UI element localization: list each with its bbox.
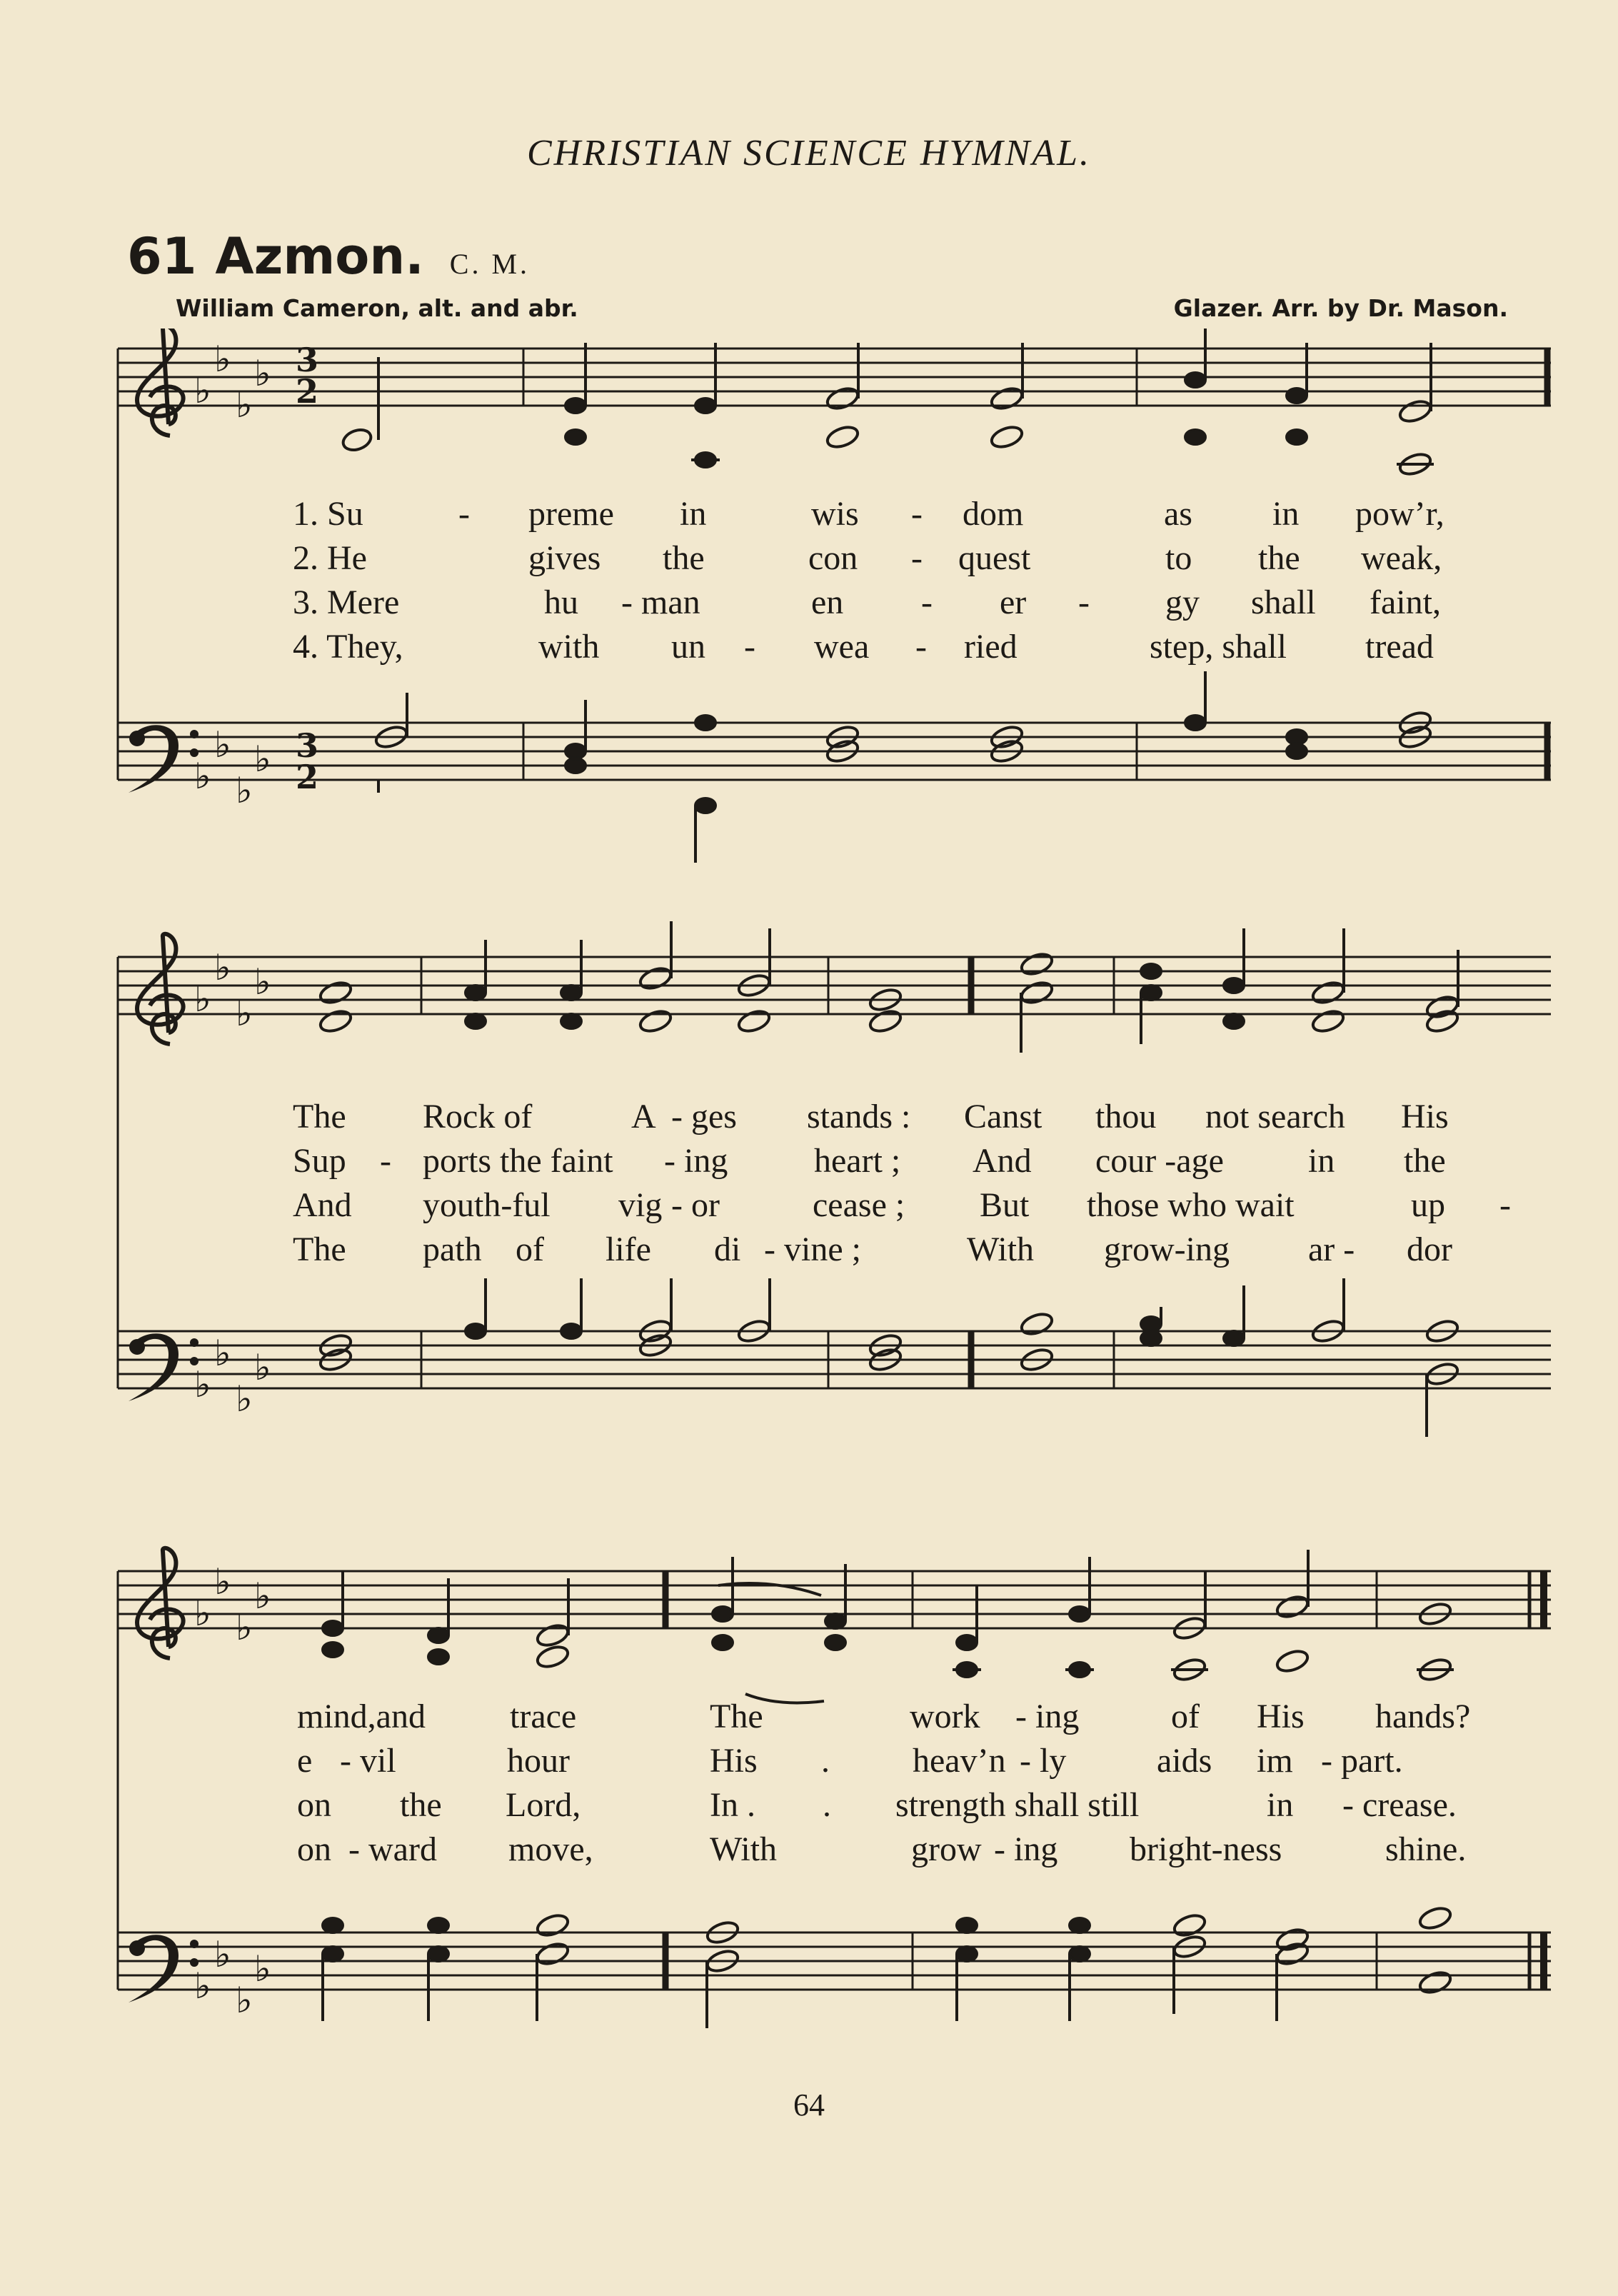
svg-text:♭: ♭ [194,978,211,1020]
verse-2-line-1: 2. He gives the con - quest to the weak, [293,539,1442,577]
svg-text:♭: ♭ [236,384,253,426]
time-sig-top: 3 [296,341,319,379]
verse-1-line-3: mind,and trace The work - ing of His hands? [297,1698,1471,1735]
svg-text:♭: ♭ [236,1980,253,2021]
svg-text:♭: ♭ [254,1948,271,1990]
verse-3-line-2: And youth-ful vig - or cease ; But those who wait up - [293,1186,1511,1224]
time-sig-bottom: 2 [296,372,319,411]
svg-text:♭: ♭ [254,353,271,394]
verse-4-line-1: 4. They, with un - wea - ried step, shall tread [293,628,1434,666]
hymn-meter: C. M. [449,248,531,280]
svg-text:♭: ♭ [194,756,211,797]
svg-text:♭: ♭ [214,1561,231,1603]
verse-4-line-3: on - ward move, With grow - ing bright-ness shine. [297,1830,1467,1868]
svg-text:♭: ♭ [214,339,231,380]
music-system-2 [0,921,1618,1478]
time-sig-top-bass: 3 [296,726,319,765]
svg-text:♭: ♭ [194,1364,211,1405]
verse-2-line-2: Sup - ports the faint - ing heart ; And cour -age in the [293,1142,1446,1180]
music-credit: Glazer. Arr. by Dr. Mason. [1173,294,1508,322]
svg-text:♭: ♭ [254,738,271,780]
music-system-3 [0,1535,1618,2078]
svg-text:♭: ♭ [194,370,211,411]
svg-text:♭: ♭ [254,1575,271,1617]
svg-text:♭: ♭ [236,1378,253,1420]
time-sig-bottom-bass: 2 [296,758,319,796]
svg-text:♭: ♭ [236,1607,253,1648]
svg-text:♭: ♭ [254,961,271,1003]
svg-text:♭: ♭ [236,770,253,811]
verse-3-line-1: 3. Mere hu - man en - er - gy shall faint, [293,583,1441,621]
verse-4-line-2: The path of life di - vine ; With grow-ing ar - dor [293,1230,1452,1268]
verse-3-line-3: on the Lord, In . . strength shall still in - crease. [297,1786,1457,1824]
hymn-number: 61 [127,227,197,286]
system-2-staves [0,921,1618,1478]
svg-text:♭: ♭ [214,947,231,988]
svg-text:♭: ♭ [214,1934,231,1975]
svg-text:♭: ♭ [214,1333,231,1374]
page-number: 64 [793,2087,825,2122]
svg-text:♭: ♭ [254,1347,271,1388]
svg-text:♭: ♭ [214,724,231,766]
verse-1-line-1: 1. Su - preme in wis - dom as in pow’r, [293,495,1444,533]
running-head: CHRISTIAN SCIENCE HYMNAL. [526,133,1092,174]
music-system-1 [0,329,1618,886]
verse-2-line-3: e - vil hour His . heav’n - ly aids im - part. [297,1742,1403,1780]
svg-text:♭: ♭ [194,1593,211,1634]
verse-1-line-2: The Rock of A - ges stands : Canst thou not search His [293,1098,1449,1136]
words-credit: William Cameron, alt. and abr. [176,294,578,322]
svg-text:♭: ♭ [236,993,253,1034]
svg-text:♭: ♭ [194,1965,211,2007]
hymn-title: Azmon. [215,227,424,286]
hymn-heading [127,227,530,286]
